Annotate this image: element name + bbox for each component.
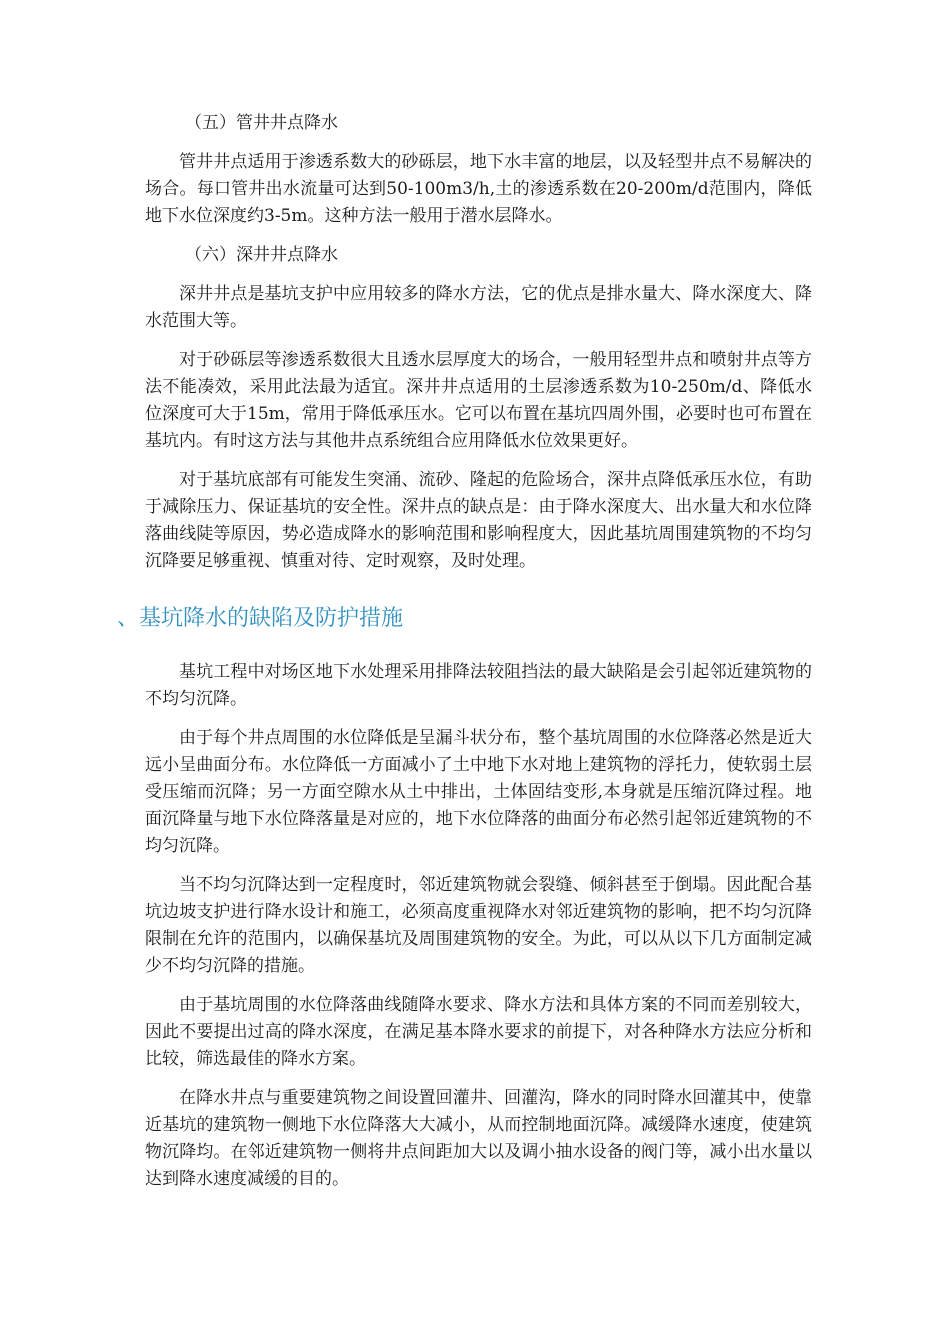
paragraph: 当不均匀沉降达到一定程度时，邻近建筑物就会裂缝、倾斜甚至于倒塌。因此配合基坑边坡支护进行降水设计和施工，必须高度重视降水对邻近建筑物的影响，把不均匀沉降限制在允许的范围内，以确保基坑及周围建筑物的安全。为此，可以从以下几方面制定减少不均匀沉降的措施。 bbox=[145, 875, 812, 976]
paragraph: 在降水井点与重要建筑物之间设置回灌井、回灌沟，降水的同时降水回灌其中，使靠近基坑的建筑物一侧地下水位降落大大减小，从而控制地面沉降。减缓降水速度，使建筑物沉降均。在邻近建筑物一侧将井点间距加大以及调小抽水设备的阀门等，减小出水量以达到降水速度减缓的目的。 bbox=[145, 1088, 812, 1189]
paragraph: 深井井点是基坑支护中应用较多的降水方法，它的优点是排水量大、降水深度大、降水范围大等。 bbox=[145, 284, 812, 331]
paragraph: 基坑工程中对场区地下水处理采用排降法较阻挡法的最大缺陷是会引起邻近建筑物的不均匀沉降。 bbox=[145, 662, 812, 709]
paragraph: 对于砂砾层等渗透系数很大且透水层厚度大的场合，一般用轻型井点和喷射井点等方法不能凑效，采用此法最为适宜。深井井点适用的土层渗透系数为10-250m/d、降低水位深度可大于15m，常用于降低承压水。它可以布置在基坑四周外围，必要时也可布置在基坑内。有时这方法与其他井点系统组合应用降低水位效果更好。 bbox=[145, 350, 812, 451]
paragraph: 对于基坑底部有可能发生突涌、流砂、隆起的危险场合，深井点降低承压水位，有助于减除压力、保证基坑的安全性。深井点的缺点是：由于降水深度大、出水量大和水位降落曲线陡等原因，势必造成降水的影响范围和影响程度大，因此基坑周围建筑物的不均匀沉降要足够重视、慎重对待、定时观察，及时处理。 bbox=[145, 470, 812, 571]
paragraph: 由于基坑周围的水位降落曲线随降水要求、降水方法和具体方案的不同而差别较大，因此不要提出过高的降水深度，在满足基本降水要求的前提下，对各种降水方法应分析和比较，筛选最佳的降水方案。 bbox=[145, 995, 812, 1069]
section-title: 、基坑降水的缺陷及防护措施 bbox=[117, 606, 404, 631]
paragraph: 由于每个井点周围的水位降低是呈漏斗状分布，整个基坑周围的水位降落必然是近大远小呈曲面分布。水位降低一方面减小了土中地下水对地上建筑物的浮托力，使软弱土层受压缩而沉降；另一方面空隙水从土中排出，土体固结变形,本身就是压缩沉降过程。地面沉降量与地下水位降落量是对应的，地下水位降落的曲面分布必然引起邻近建筑物的不均匀沉降。 bbox=[145, 728, 812, 856]
paragraph: 管井井点适用于渗透系数大的砂砾层，地下水丰富的地层，以及轻型井点不易解决的场合。每口管井出水流量可达到50-100m3/h,土的渗透系数在20-200m/d范围内，降低地下水位深度约3-5m。这种方法一般用于潜水层降水。 bbox=[145, 152, 812, 226]
subsection-heading-6: （六）深井井点降水 bbox=[185, 245, 338, 265]
subsection-heading-5: （五）管井井点降水 bbox=[185, 113, 338, 133]
page-content bbox=[117, 110, 812, 1205]
